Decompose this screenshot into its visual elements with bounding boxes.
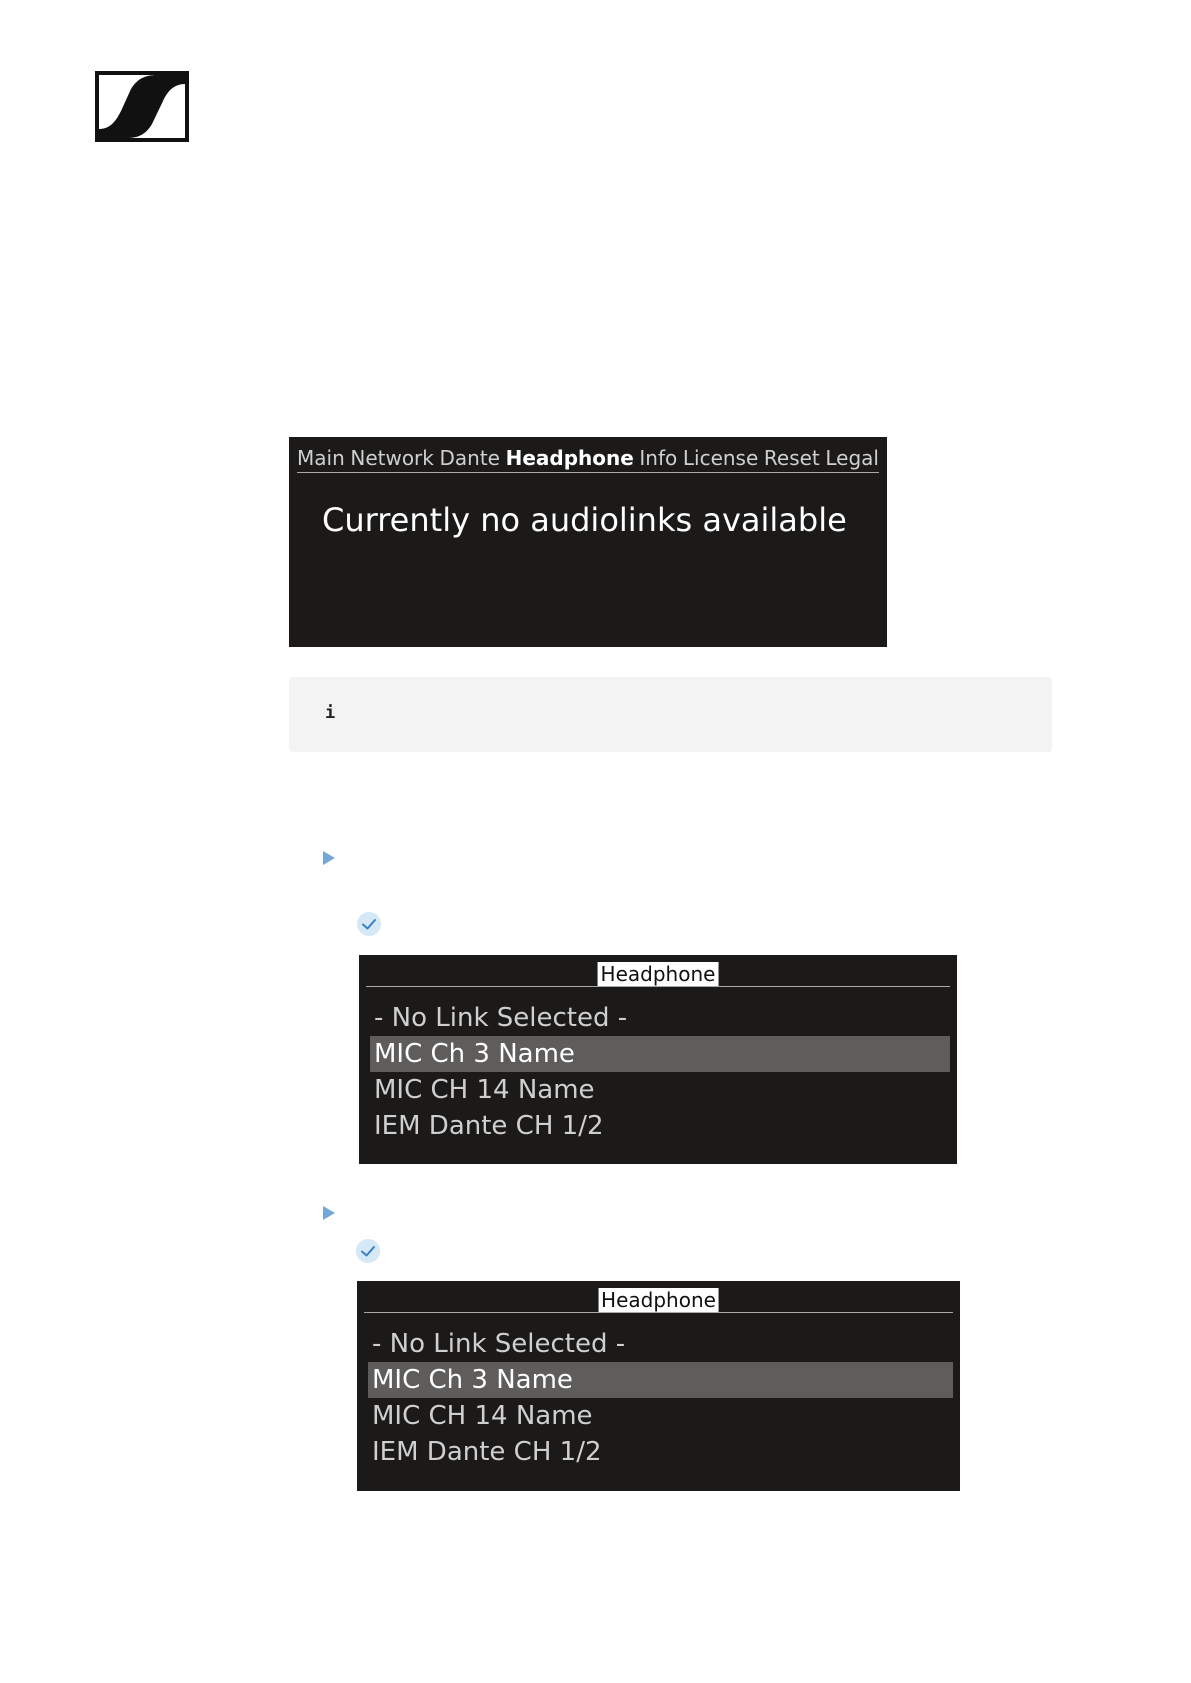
list-item[interactable]: MIC CH 14 Name xyxy=(374,1075,595,1105)
title-divider xyxy=(364,1312,953,1313)
audiolink-list xyxy=(370,1000,950,1144)
info-note-box xyxy=(289,677,1052,752)
list-item[interactable]: - No Link Selected - xyxy=(374,1003,628,1033)
triangle-right-icon xyxy=(323,851,335,865)
screen-title: Headphone xyxy=(598,1288,719,1312)
tab-main[interactable]: Main xyxy=(297,446,345,470)
tab-legal[interactable]: Legal xyxy=(825,446,879,470)
list-item[interactable]: IEM Dante CH 1/2 xyxy=(372,1437,602,1467)
checkmark-icon xyxy=(357,912,381,936)
tab-reset[interactable]: Reset xyxy=(763,446,820,470)
device-screen-headphone-menu xyxy=(289,437,887,647)
tab-dante[interactable]: Dante xyxy=(439,446,500,470)
title-divider xyxy=(366,986,950,987)
tab-headphone[interactable]: Headphone xyxy=(505,446,634,470)
list-item-selected[interactable]: MIC Ch 3 Name xyxy=(368,1362,953,1398)
list-item[interactable]: MIC CH 14 Name xyxy=(372,1401,593,1431)
info-icon: i xyxy=(325,703,336,723)
tab-license[interactable]: License xyxy=(682,446,759,470)
list-item[interactable]: IEM Dante CH 1/2 xyxy=(374,1111,604,1141)
checkmark-icon xyxy=(356,1239,380,1263)
tab-network[interactable]: Network xyxy=(350,446,434,470)
tab-info[interactable]: Info xyxy=(639,446,678,470)
device-screen-headphone-list xyxy=(357,1281,960,1491)
sennheiser-logo xyxy=(95,71,189,142)
no-audiolinks-message: Currently no audiolinks available xyxy=(322,501,847,539)
list-item-selected[interactable]: MIC Ch 3 Name xyxy=(370,1036,950,1072)
screen-title: Headphone xyxy=(598,962,719,986)
triangle-right-icon xyxy=(323,1206,335,1220)
audiolink-list xyxy=(368,1326,953,1470)
menu-tab-bar xyxy=(297,444,879,473)
list-item[interactable]: - No Link Selected - xyxy=(372,1329,626,1359)
device-screen-headphone-list xyxy=(359,955,957,1164)
